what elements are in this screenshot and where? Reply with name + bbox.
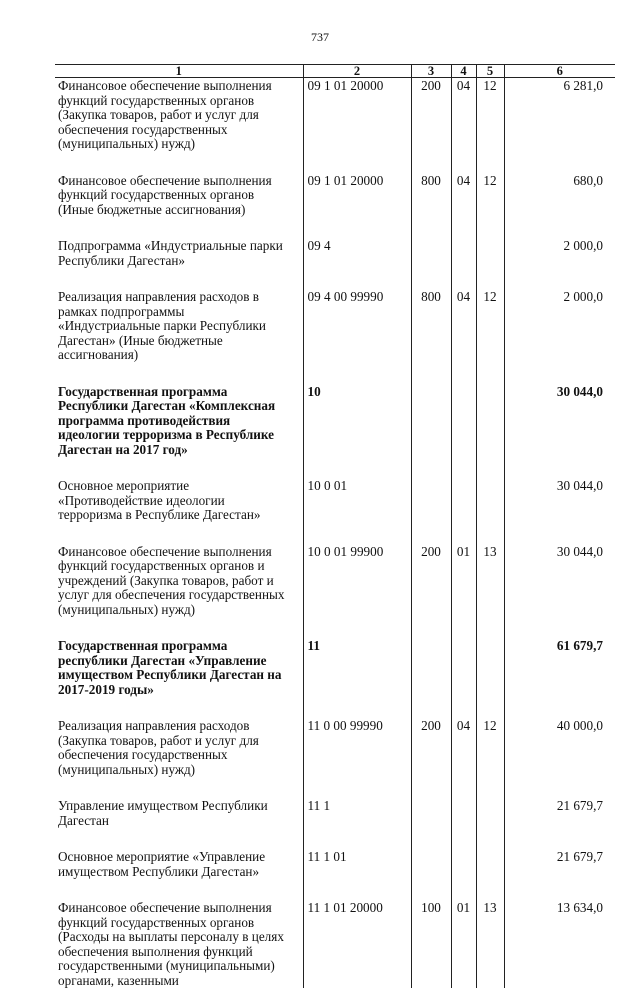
- item-name: Подпрограмма «Индустриальные парки Республики Дагестан»: [58, 238, 283, 268]
- spacer-cell: [411, 152, 451, 173]
- item-name: Финансовое обеспечение выполнения функций государственных органов (Расходы на выплаты персоналу в целях обеспечения выполнения функций государственными (муниципальными) органами, казенными: [58, 900, 284, 988]
- item-amount: 21 679,7: [504, 798, 615, 828]
- item-name: Управление имуществом Республики Дагестан: [58, 798, 268, 828]
- item-amount: 40 000,0: [504, 718, 615, 777]
- spacer-cell: [55, 697, 303, 718]
- spacer-cell: [504, 152, 615, 173]
- table-row: [55, 173, 615, 218]
- row-spacer: [55, 617, 615, 638]
- item-name: Реализация направления расходов (Закупка товаров, работ и услуг для обеспечения государственных (муниципальных) нужд): [58, 718, 259, 777]
- spacer-cell: [55, 777, 303, 798]
- spacer-cell: [504, 363, 615, 384]
- item-code: 10: [303, 384, 411, 458]
- item-subsection: [476, 849, 504, 879]
- spacer-cell: [504, 217, 615, 238]
- header-col-2: 2: [303, 65, 411, 78]
- spacer-cell: [451, 268, 476, 289]
- item-section: [451, 238, 476, 268]
- row-spacer: [55, 697, 615, 718]
- spacer-cell: [476, 523, 504, 544]
- item-code: 11 0 00 99990: [303, 718, 411, 777]
- item-code: 10 0 01 99900: [303, 544, 411, 618]
- item-section: 01: [451, 544, 476, 618]
- spacer-cell: [303, 777, 411, 798]
- table-row: [55, 478, 615, 523]
- spacer-cell: [411, 879, 451, 900]
- spacer-cell: [55, 268, 303, 289]
- item-expense-type: [411, 638, 451, 697]
- spacer-cell: [504, 523, 615, 544]
- spacer-cell: [476, 828, 504, 849]
- item-code: 09 4: [303, 238, 411, 268]
- table-row: [55, 900, 615, 988]
- spacer-cell: [476, 217, 504, 238]
- spacer-cell: [55, 457, 303, 478]
- table-row: [55, 638, 615, 697]
- item-code: 11 1 01 20000: [303, 900, 411, 988]
- spacer-cell: [451, 617, 476, 638]
- item-name: Реализация направления расходов в рамках подпрограммы «Индустриальные парки Республики Дагестан» (Иные бюджетные ассигнования): [58, 289, 266, 362]
- item-code: 11 1 01: [303, 849, 411, 879]
- item-amount: 2 000,0: [504, 289, 615, 363]
- item-amount: 30 044,0: [504, 544, 615, 618]
- item-amount: 30 044,0: [504, 478, 615, 523]
- spacer-cell: [411, 697, 451, 718]
- item-subsection: 12: [476, 718, 504, 777]
- item-section: [451, 638, 476, 697]
- item-name: Финансовое обеспечение выполнения функций государственных органов (Закупка товаров, работ и услуг для обеспечения государственных (муниципальных) нужд): [58, 78, 272, 151]
- spacer-cell: [451, 523, 476, 544]
- spacer-cell: [451, 217, 476, 238]
- spacer-cell: [303, 879, 411, 900]
- item-amount: 30 044,0: [504, 384, 615, 458]
- spacer-cell: [476, 617, 504, 638]
- spacer-cell: [411, 523, 451, 544]
- spacer-cell: [55, 828, 303, 849]
- item-name: Основное мероприятие «Управление имуществом Республики Дагестан»: [58, 849, 266, 879]
- item-section: [451, 478, 476, 523]
- item-section: [451, 849, 476, 879]
- item-expense-type: [411, 849, 451, 879]
- item-section: 04: [451, 718, 476, 777]
- table-row: [55, 78, 615, 152]
- spacer-cell: [411, 457, 451, 478]
- row-spacer: [55, 152, 615, 173]
- spacer-cell: [476, 777, 504, 798]
- item-code: 09 1 01 20000: [303, 78, 411, 152]
- spacer-cell: [411, 828, 451, 849]
- item-name: Финансовое обеспечение выполнения функций государственных органов и учреждений (Закупка товаров, работ и услуг для обеспечения государственных (муниципальных) нужд): [58, 543, 285, 617]
- item-section: 04: [451, 173, 476, 218]
- table-row: [55, 798, 615, 828]
- table-row: [55, 238, 615, 268]
- spacer-cell: [303, 697, 411, 718]
- item-subsection: 12: [476, 173, 504, 218]
- item-expense-type: [411, 478, 451, 523]
- table-row: [55, 718, 615, 777]
- spacer-cell: [504, 879, 615, 900]
- item-expense-type: 200: [411, 718, 451, 777]
- spacer-cell: [476, 268, 504, 289]
- spacer-cell: [303, 457, 411, 478]
- spacer-cell: [504, 828, 615, 849]
- spacer-cell: [451, 152, 476, 173]
- row-spacer: [55, 777, 615, 798]
- spacer-cell: [303, 363, 411, 384]
- item-code: 11: [303, 638, 411, 697]
- spacer-cell: [303, 217, 411, 238]
- item-expense-type: 800: [411, 173, 451, 218]
- row-spacer: [55, 268, 615, 289]
- spacer-cell: [303, 828, 411, 849]
- item-section: 04: [451, 289, 476, 363]
- row-spacer: [55, 879, 615, 900]
- item-subsection: [476, 238, 504, 268]
- spacer-cell: [504, 777, 615, 798]
- spacer-cell: [303, 617, 411, 638]
- spacer-cell: [451, 777, 476, 798]
- item-expense-type: [411, 238, 451, 268]
- item-subsection: [476, 638, 504, 697]
- header-col-3: 3: [411, 65, 451, 78]
- item-section: 04: [451, 78, 476, 152]
- table-row: [55, 289, 615, 363]
- spacer-cell: [411, 217, 451, 238]
- item-subsection: [476, 798, 504, 828]
- spacer-cell: [451, 879, 476, 900]
- header-col-6: 6: [504, 65, 615, 78]
- spacer-cell: [451, 363, 476, 384]
- item-expense-type: [411, 384, 451, 458]
- item-amount: 13 634,0: [504, 900, 615, 988]
- table-row: [55, 849, 615, 879]
- item-subsection: 13: [476, 544, 504, 618]
- item-section: 01: [451, 900, 476, 988]
- spacer-cell: [411, 268, 451, 289]
- table-row: [55, 544, 615, 618]
- spacer-cell: [504, 268, 615, 289]
- spacer-cell: [451, 457, 476, 478]
- spacer-cell: [55, 523, 303, 544]
- spacer-cell: [476, 697, 504, 718]
- spacer-cell: [303, 268, 411, 289]
- header-row: [55, 65, 615, 78]
- spacer-cell: [476, 879, 504, 900]
- item-name: Государственная программа Республики Дагестан «Комплексная программа противодействия идеологии терроризма в Республике Дагестан на 2017 год»: [58, 383, 276, 457]
- spacer-cell: [411, 777, 451, 798]
- spacer-cell: [55, 152, 303, 173]
- item-expense-type: 200: [411, 78, 451, 152]
- item-section: [451, 384, 476, 458]
- table-row: [55, 384, 615, 458]
- row-spacer: [55, 828, 615, 849]
- row-spacer: [55, 457, 615, 478]
- row-spacer: [55, 217, 615, 238]
- spacer-cell: [55, 879, 303, 900]
- item-name: Государственная программа республики Дагестан «Управление имуществом Республики Дагестан на 2017-2019 годы»: [58, 638, 282, 697]
- header-col-1: 1: [55, 65, 303, 78]
- spacer-cell: [303, 523, 411, 544]
- item-amount: 21 679,7: [504, 849, 615, 879]
- header-col-4: 4: [451, 65, 476, 78]
- item-subsection: [476, 478, 504, 523]
- row-spacer: [55, 363, 615, 384]
- spacer-cell: [451, 697, 476, 718]
- spacer-cell: [55, 217, 303, 238]
- spacer-cell: [504, 697, 615, 718]
- spacer-cell: [55, 617, 303, 638]
- item-name: Основное мероприятие «Противодействие идеологии терроризма в Республике Дагестан»: [58, 478, 261, 522]
- spacer-cell: [476, 152, 504, 173]
- spacer-cell: [476, 457, 504, 478]
- item-expense-type: 100: [411, 900, 451, 988]
- spacer-cell: [55, 363, 303, 384]
- item-subsection: 13: [476, 900, 504, 988]
- item-code: 09 1 01 20000: [303, 173, 411, 218]
- item-section: [451, 798, 476, 828]
- item-amount: 6 281,0: [504, 78, 615, 152]
- spacer-cell: [476, 363, 504, 384]
- spacer-cell: [411, 617, 451, 638]
- spacer-cell: [411, 363, 451, 384]
- spacer-cell: [504, 617, 615, 638]
- page-number: 737: [311, 30, 329, 44]
- item-expense-type: [411, 798, 451, 828]
- spacer-cell: [451, 828, 476, 849]
- item-expense-type: 200: [411, 544, 451, 618]
- spacer-cell: [303, 152, 411, 173]
- item-subsection: 12: [476, 78, 504, 152]
- item-amount: 2 000,0: [504, 238, 615, 268]
- item-amount: 61 679,7: [504, 638, 615, 697]
- budget-table: [55, 64, 615, 988]
- item-subsection: [476, 384, 504, 458]
- item-expense-type: 800: [411, 289, 451, 363]
- item-code: 10 0 01: [303, 478, 411, 523]
- spacer-cell: [504, 457, 615, 478]
- item-name: Финансовое обеспечение выполнения функций государственных органов (Иные бюджетные ассигнования): [58, 172, 272, 217]
- item-code: 11 1: [303, 798, 411, 828]
- item-subsection: 12: [476, 289, 504, 363]
- item-code: 09 4 00 99990: [303, 289, 411, 363]
- item-amount: 680,0: [504, 173, 615, 218]
- row-spacer: [55, 523, 615, 544]
- header-col-5: 5: [476, 65, 504, 78]
